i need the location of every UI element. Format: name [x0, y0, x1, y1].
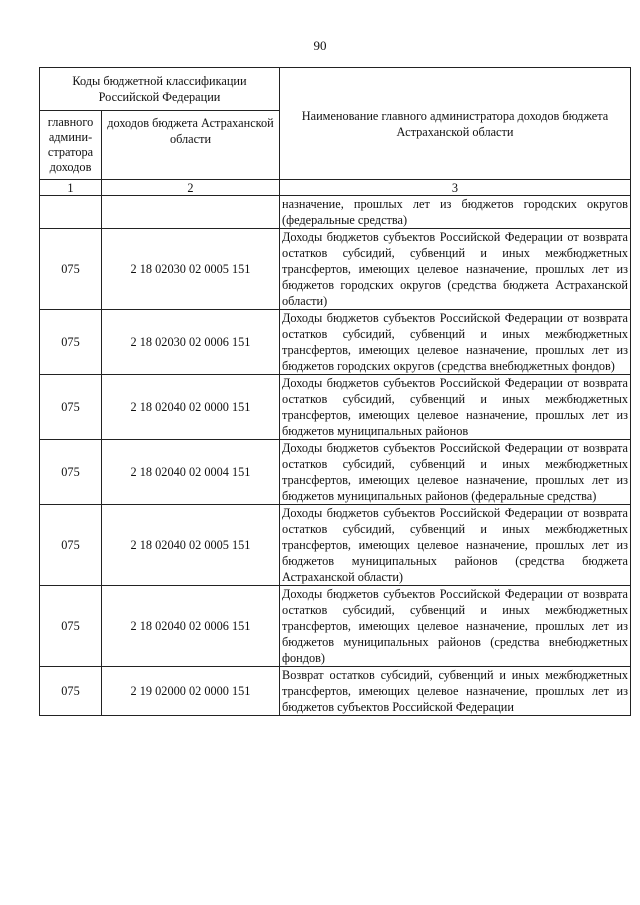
table-row	[40, 229, 631, 310]
admin-code: 075	[40, 229, 102, 310]
table-row	[40, 586, 631, 667]
table-row	[40, 440, 631, 505]
admin-code: 075	[40, 667, 102, 716]
income-name: Возврат остатков субсидий, субвенций и иных межбюджетных трансфертов, имеющих целевое назначение, прошлых лет из бюджетов субъектов Российской Федерации	[280, 667, 631, 716]
admin-code: 075	[40, 440, 102, 505]
income-code: 2 18 02030 02 0006 151	[102, 310, 280, 375]
header-codes-column: доходов бюджета Астраханской области	[102, 111, 280, 180]
income-code: 2 18 02040 02 0000 151	[102, 375, 280, 440]
table-row	[40, 310, 631, 375]
table-row	[40, 667, 631, 716]
income-name: Доходы бюджетов субъектов Российской Федерации от возврата остатков субсидий, субвенций и иных межбюджетных трансфертов, имеющих целевое назначение, прошлых лет из бюджетов муниципальных районов	[280, 375, 631, 440]
table-row	[40, 375, 631, 440]
income-name: Доходы бюджетов субъектов Российской Федерации от возврата остатков субсидий, субвенций и иных межбюджетных трансфертов, имеющих целевое назначение, прошлых лет из бюджетов муниципальных районов (федеральные средства)	[280, 440, 631, 505]
admin-code: 075	[40, 586, 102, 667]
header-admin-column: главного админи-стратора доходов	[40, 111, 102, 180]
income-code: 2 18 02040 02 0006 151	[102, 586, 280, 667]
budget-classification-table	[39, 67, 631, 716]
header-name-column: Наименование главного администратора доходов бюджета Астраханской области	[280, 68, 631, 180]
page-number: 90	[313, 38, 327, 53]
income-name: Доходы бюджетов субъектов Российской Федерации от возврата остатков субсидий, субвенций и иных межбюджетных трансфертов, имеющих целевое назначение, прошлых лет из бюджетов муниципальных районов (средства внебюджетных фондов)	[280, 586, 631, 667]
table-row	[40, 505, 631, 586]
column-number: 2	[102, 180, 280, 196]
column-number: 3	[280, 180, 631, 196]
income-name: Доходы бюджетов субъектов Российской Федерации от возврата остатков субсидий, субвенций и иных межбюджетных трансфертов, имеющих целевое назначение, прошлых лет из бюджетов городских округов (средства внебюджетных фондов)	[280, 310, 631, 375]
admin-code: 075	[40, 375, 102, 440]
income-code: 2 18 02040 02 0005 151	[102, 505, 280, 586]
income-code: 2 19 02000 02 0000 151	[102, 667, 280, 716]
income-code	[102, 196, 280, 229]
header-row-1	[40, 68, 631, 111]
admin-code: 075	[40, 310, 102, 375]
header-codes-group: Коды бюджетной классификации Российской Федерации	[40, 68, 280, 111]
income-name: Доходы бюджетов субъектов Российской Федерации от возврата остатков субсидий, субвенций и иных межбюджетных трансфертов, имеющих целевое назначение, прошлых лет из бюджетов муниципальных районов (средства бюджета Астраханской области)	[280, 505, 631, 586]
income-code: 2 18 02040 02 0004 151	[102, 440, 280, 505]
income-name: назначение, прошлых лет из бюджетов городских округов (федеральные средства)	[280, 196, 631, 229]
table-row	[40, 196, 631, 229]
income-name: Доходы бюджетов субъектов Российской Федерации от возврата остатков субсидий, субвенций и иных межбюджетных трансфертов, имеющих целевое назначение, прошлых лет из бюджетов городских округов (средства бюджета Астраханской области)	[280, 229, 631, 310]
admin-code: 075	[40, 505, 102, 586]
admin-code	[40, 196, 102, 229]
column-number: 1	[40, 180, 102, 196]
column-number-row	[40, 180, 631, 196]
income-code: 2 18 02030 02 0005 151	[102, 229, 280, 310]
